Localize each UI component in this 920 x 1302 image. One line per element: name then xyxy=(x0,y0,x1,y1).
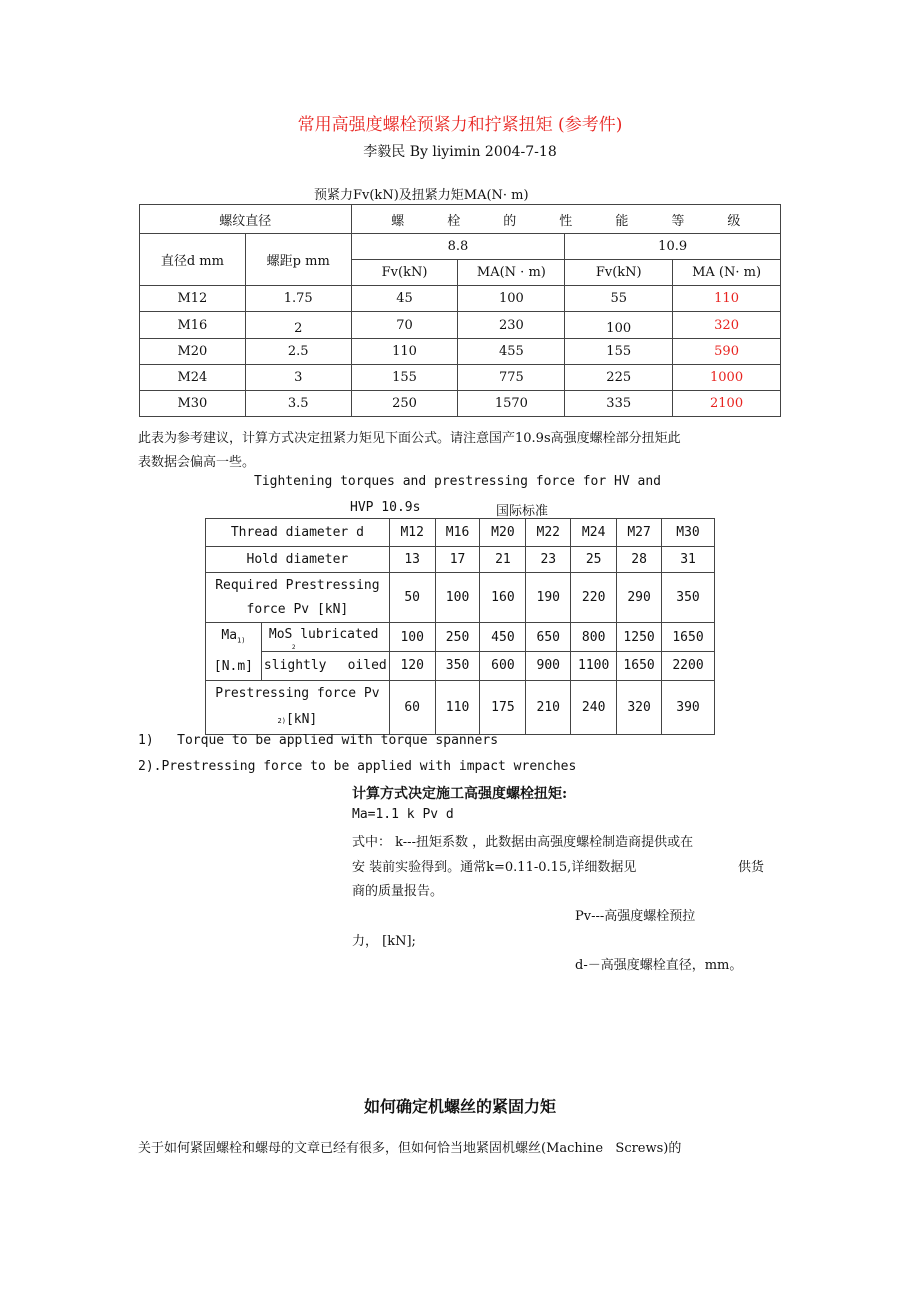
cell: 350 xyxy=(662,573,715,623)
table-row xyxy=(140,286,781,312)
cell: 190 xyxy=(526,573,571,623)
cell: 28 xyxy=(617,547,662,573)
page-title: 常用高强度螺栓预紧力和拧紧扭矩 (参考件) xyxy=(297,115,623,135)
cell: 31 xyxy=(662,547,715,573)
table2-caption-line2a: HVP 10.9s xyxy=(350,500,421,515)
prestressing-footnote-mark: 2) xyxy=(277,716,286,725)
cell: 250 xyxy=(435,623,480,652)
cell: 100 xyxy=(389,623,435,652)
cell: 70 xyxy=(351,312,458,339)
table1-caption: 预紧力Fv(kN)及扭紧力矩MA(N· m) xyxy=(314,188,529,203)
cell: 455 xyxy=(458,339,565,365)
cell: 450 xyxy=(480,623,526,652)
cell: 225 xyxy=(565,365,673,391)
table-row xyxy=(140,312,781,339)
formula-line-3: 商的质量报告。 xyxy=(352,884,444,899)
cell: M20 xyxy=(140,339,246,365)
header-grade-10-9: 10.9 xyxy=(565,234,781,260)
formula-equation: Ma=1.1 k Pv d xyxy=(352,807,454,822)
cell: 50 xyxy=(389,573,435,623)
footnote-1: 1) Torque to be applied with torque spanners xyxy=(138,733,499,748)
cell: 2.5 xyxy=(245,339,351,365)
table-row xyxy=(140,339,781,365)
cell: 900 xyxy=(526,652,571,680)
cell: 155 xyxy=(565,339,673,365)
grade-char: 等 xyxy=(671,213,685,229)
cell: 210 xyxy=(526,680,571,734)
grade-char: 栓 xyxy=(447,213,461,229)
cell: 1650 xyxy=(617,652,662,680)
cell: 45 xyxy=(351,286,458,312)
cell: M24 xyxy=(140,365,246,391)
section-paragraph: 关于如何紧固螺栓和螺母的文章已经有很多，但如何恰当地紧固机螺丝(Machine Screws)的 xyxy=(138,1141,682,1156)
cell: 220 xyxy=(571,573,617,623)
cell: 250 xyxy=(351,391,458,417)
cell: 350 xyxy=(435,652,480,680)
grade-char: 螺 xyxy=(391,213,405,229)
ma-label-text: Ma xyxy=(221,628,238,643)
cell: 1100 xyxy=(571,652,617,680)
grade-char: 的 xyxy=(503,213,517,229)
cell: M12 xyxy=(140,286,246,312)
mos-lubricated-label xyxy=(261,623,389,652)
cell: 120 xyxy=(389,652,435,680)
cell: 55 xyxy=(565,286,673,312)
table2-caption-line1: Tightening torques and prestressing force for HV and xyxy=(254,474,661,489)
size-cell: M16 xyxy=(435,519,480,547)
cell: 650 xyxy=(526,623,571,652)
header-grade xyxy=(351,205,780,234)
formula-line-6: d-－高强度螺栓直径，mm。 xyxy=(575,958,743,973)
section-title: 如何确定机螺丝的紧固力矩 xyxy=(363,1097,556,1116)
cell: 335 xyxy=(565,391,673,417)
formula-line-5: 力， [kN]; xyxy=(352,934,416,949)
mos-footnote-mark: 2 xyxy=(291,644,296,652)
required-label-line2: force Pv [kN] xyxy=(246,601,349,617)
cell: M16 xyxy=(140,312,246,339)
cell: 1250 xyxy=(617,623,662,652)
grade-char: 级 xyxy=(727,213,741,229)
cell: 100 xyxy=(565,312,673,339)
mos-lubricated-text: MoS lubricated xyxy=(268,626,379,642)
cell: 17 xyxy=(435,547,480,573)
ma-footnote-mark: 1) xyxy=(237,636,246,645)
cell: 2200 xyxy=(662,652,715,680)
cell-torque-10-9: 590 xyxy=(673,339,781,365)
cell: 320 xyxy=(617,680,662,734)
cell: 1.75 xyxy=(245,286,351,312)
required-prestressing-label xyxy=(206,573,390,623)
cell: 110 xyxy=(351,339,458,365)
header-thread-diameter: 螺纹直径 xyxy=(140,205,352,234)
slightly-oiled-word2: oiled xyxy=(347,658,387,674)
header-grade-8-8: 8.8 xyxy=(351,234,565,260)
cell: 25 xyxy=(571,547,617,573)
cell: 21 xyxy=(480,547,526,573)
cell: 390 xyxy=(662,680,715,734)
cell: 240 xyxy=(571,680,617,734)
cell: 175 xyxy=(480,680,526,734)
size-cell: M22 xyxy=(526,519,571,547)
author-line: 李毅民 By liyimin 2004-7-18 xyxy=(363,144,557,160)
note-line-1: 此表为参考建议，计算方式决定扭紧力矩见下面公式。请注意国产10.9s高强度螺栓部分扭矩此 xyxy=(138,431,681,446)
size-cell: M24 xyxy=(571,519,617,547)
formula-line-4: Pv---高强度螺栓预拉 xyxy=(575,909,696,924)
cell: 110 xyxy=(435,680,480,734)
header-ma-10-9: MA (N· m) xyxy=(673,260,781,286)
cell: 60 xyxy=(389,680,435,734)
formula-heading: 计算方式决定施工高强度螺栓扭矩: xyxy=(352,786,568,802)
size-cell: M12 xyxy=(389,519,435,547)
cell: 3.5 xyxy=(245,391,351,417)
cell: 775 xyxy=(458,365,565,391)
header-pitch: 螺距p mm xyxy=(245,234,351,286)
slightly-oiled-label xyxy=(261,652,389,680)
cell: 160 xyxy=(480,573,526,623)
prestressing-force-label xyxy=(206,680,390,734)
formula-line-2b: 供货 xyxy=(738,860,765,875)
cell: 100 xyxy=(458,286,565,312)
header-ma-8-8: MA(N · m) xyxy=(458,260,565,286)
cell: 2 xyxy=(245,312,351,339)
cell: M30 xyxy=(140,391,246,417)
cell-torque-10-9: 2100 xyxy=(673,391,781,417)
header-diameter: 直径d mm xyxy=(140,234,246,286)
preload-torque-table xyxy=(139,204,781,417)
cell: 13 xyxy=(389,547,435,573)
table-row xyxy=(140,391,781,417)
thread-diameter-label: Thread diameter d xyxy=(206,519,390,547)
grade-char: 能 xyxy=(615,213,629,229)
cell: 800 xyxy=(571,623,617,652)
size-cell: M20 xyxy=(480,519,526,547)
cell: 23 xyxy=(526,547,571,573)
ma-label xyxy=(206,623,262,681)
header-fv-8-8: Fv(kN) xyxy=(351,260,458,286)
footnote-2: 2).Prestressing force to be applied with impact wrenches xyxy=(138,759,577,774)
cell: 1650 xyxy=(662,623,715,652)
ma-unit: [N.m] xyxy=(213,658,254,674)
cell: 155 xyxy=(351,365,458,391)
cell: 290 xyxy=(617,573,662,623)
slightly-oiled-word1: slightly xyxy=(263,658,327,674)
cell: 600 xyxy=(480,652,526,680)
formula-line-1: 式中： k---扭矩系数 ，此数据由高强度螺栓制造商提供或在 xyxy=(352,835,694,850)
size-cell: M30 xyxy=(662,519,715,547)
table-row xyxy=(140,365,781,391)
hv-torque-table xyxy=(205,518,715,735)
cell-torque-10-9: 320 xyxy=(673,312,781,339)
prestressing-label-line1: Prestressing force Pv xyxy=(215,685,380,701)
hold-diameter-label: Hold diameter xyxy=(206,547,390,573)
note-line-2: 表数据会偏高一些。 xyxy=(138,455,256,470)
cell: 230 xyxy=(458,312,565,339)
grade-char: 性 xyxy=(559,213,573,229)
formula-line-2a: 安 装前实验得到。通常k=0.11-0.15,详细数据见 xyxy=(352,860,637,875)
cell-torque-10-9: 110 xyxy=(673,286,781,312)
size-cell: M27 xyxy=(617,519,662,547)
cell: 1570 xyxy=(458,391,565,417)
cell: 3 xyxy=(245,365,351,391)
cell-torque-10-9: 1000 xyxy=(673,365,781,391)
table2-caption-line2b: 国际标准 xyxy=(496,504,549,519)
prestressing-unit: [kN] xyxy=(285,711,318,727)
header-fv-10-9: Fv(kN) xyxy=(565,260,673,286)
cell: 100 xyxy=(435,573,480,623)
required-label-line1: Required Prestressing xyxy=(215,577,380,593)
